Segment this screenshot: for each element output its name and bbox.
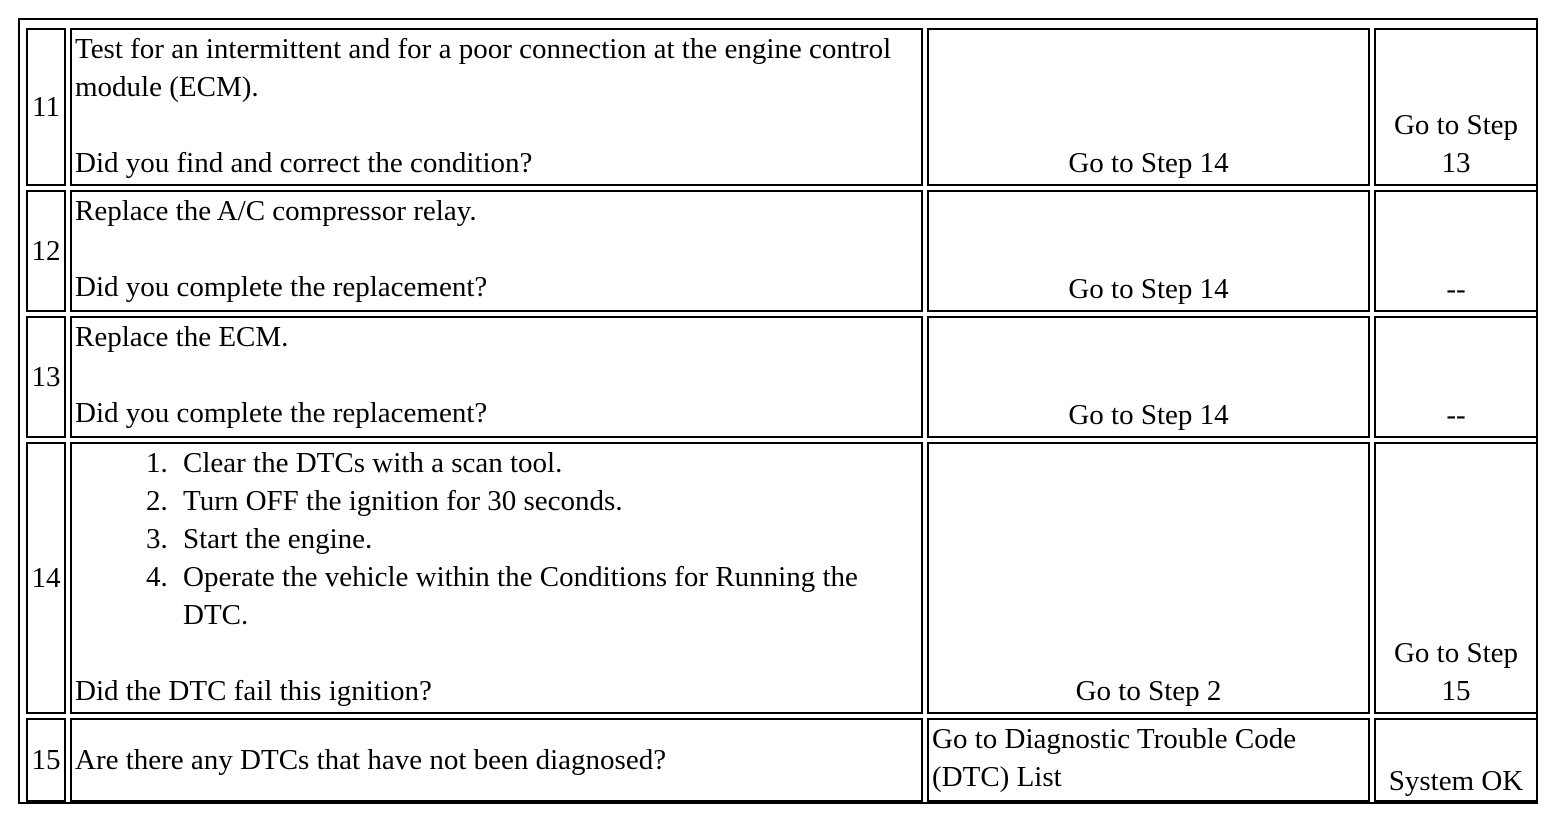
no-cell: Go to Step 15 xyxy=(1374,442,1538,714)
action-cell xyxy=(70,190,923,312)
table-row xyxy=(26,28,1538,186)
table-row xyxy=(26,442,1538,714)
no-cell: Go to Step 13 xyxy=(1374,28,1538,186)
list-item: 4. Operate the vehicle within the Conditions for Running the DTC. xyxy=(175,558,918,634)
action-text: Test for an intermittent and for a poor connection at the engine control module (ECM). xyxy=(75,33,892,103)
step-number: 15 xyxy=(26,718,66,802)
question-text: Are there any DTCs that have not been diagnosed? xyxy=(75,744,667,776)
no-cell: -- xyxy=(1374,190,1538,312)
action-text: Replace the ECM. xyxy=(75,321,289,353)
action-cell xyxy=(70,316,923,438)
question-text: Did you find and correct the condition? xyxy=(75,147,533,179)
yes-cell: Go to Step 14 xyxy=(927,190,1370,312)
step-number: 11 xyxy=(26,28,66,186)
list-item: 3. Start the engine. xyxy=(175,520,918,558)
action-cell xyxy=(70,442,923,714)
step-number: 12 xyxy=(26,190,66,312)
yes-cell: Go to Step 2 xyxy=(927,442,1370,714)
yes-cell: Go to Diagnostic Trouble Code (DTC) List xyxy=(927,718,1370,802)
table-row xyxy=(26,316,1538,438)
question-text: Did the DTC fail this ignition? xyxy=(75,675,432,707)
list-item: 1. Clear the DTCs with a scan tool. xyxy=(175,444,918,482)
step-number: 13 xyxy=(26,316,66,438)
action-cell xyxy=(70,28,923,186)
table-row xyxy=(26,190,1538,312)
no-cell: System OK xyxy=(1374,718,1538,802)
no-cell: -- xyxy=(1374,316,1538,438)
question-text: Did you complete the replacement? xyxy=(75,397,488,429)
yes-cell: Go to Step 14 xyxy=(927,316,1370,438)
table-row xyxy=(26,718,1538,802)
question-text: Did you complete the replacement? xyxy=(75,271,488,303)
list-item: 2. Turn OFF the ignition for 30 seconds. xyxy=(175,482,918,520)
step-number: 14 xyxy=(26,442,66,714)
substep-list xyxy=(75,444,918,634)
action-cell xyxy=(70,718,923,802)
action-text: Replace the A/C compressor relay. xyxy=(75,195,477,227)
yes-cell: Go to Step 14 xyxy=(927,28,1370,186)
diagnostic-table xyxy=(22,24,1542,806)
